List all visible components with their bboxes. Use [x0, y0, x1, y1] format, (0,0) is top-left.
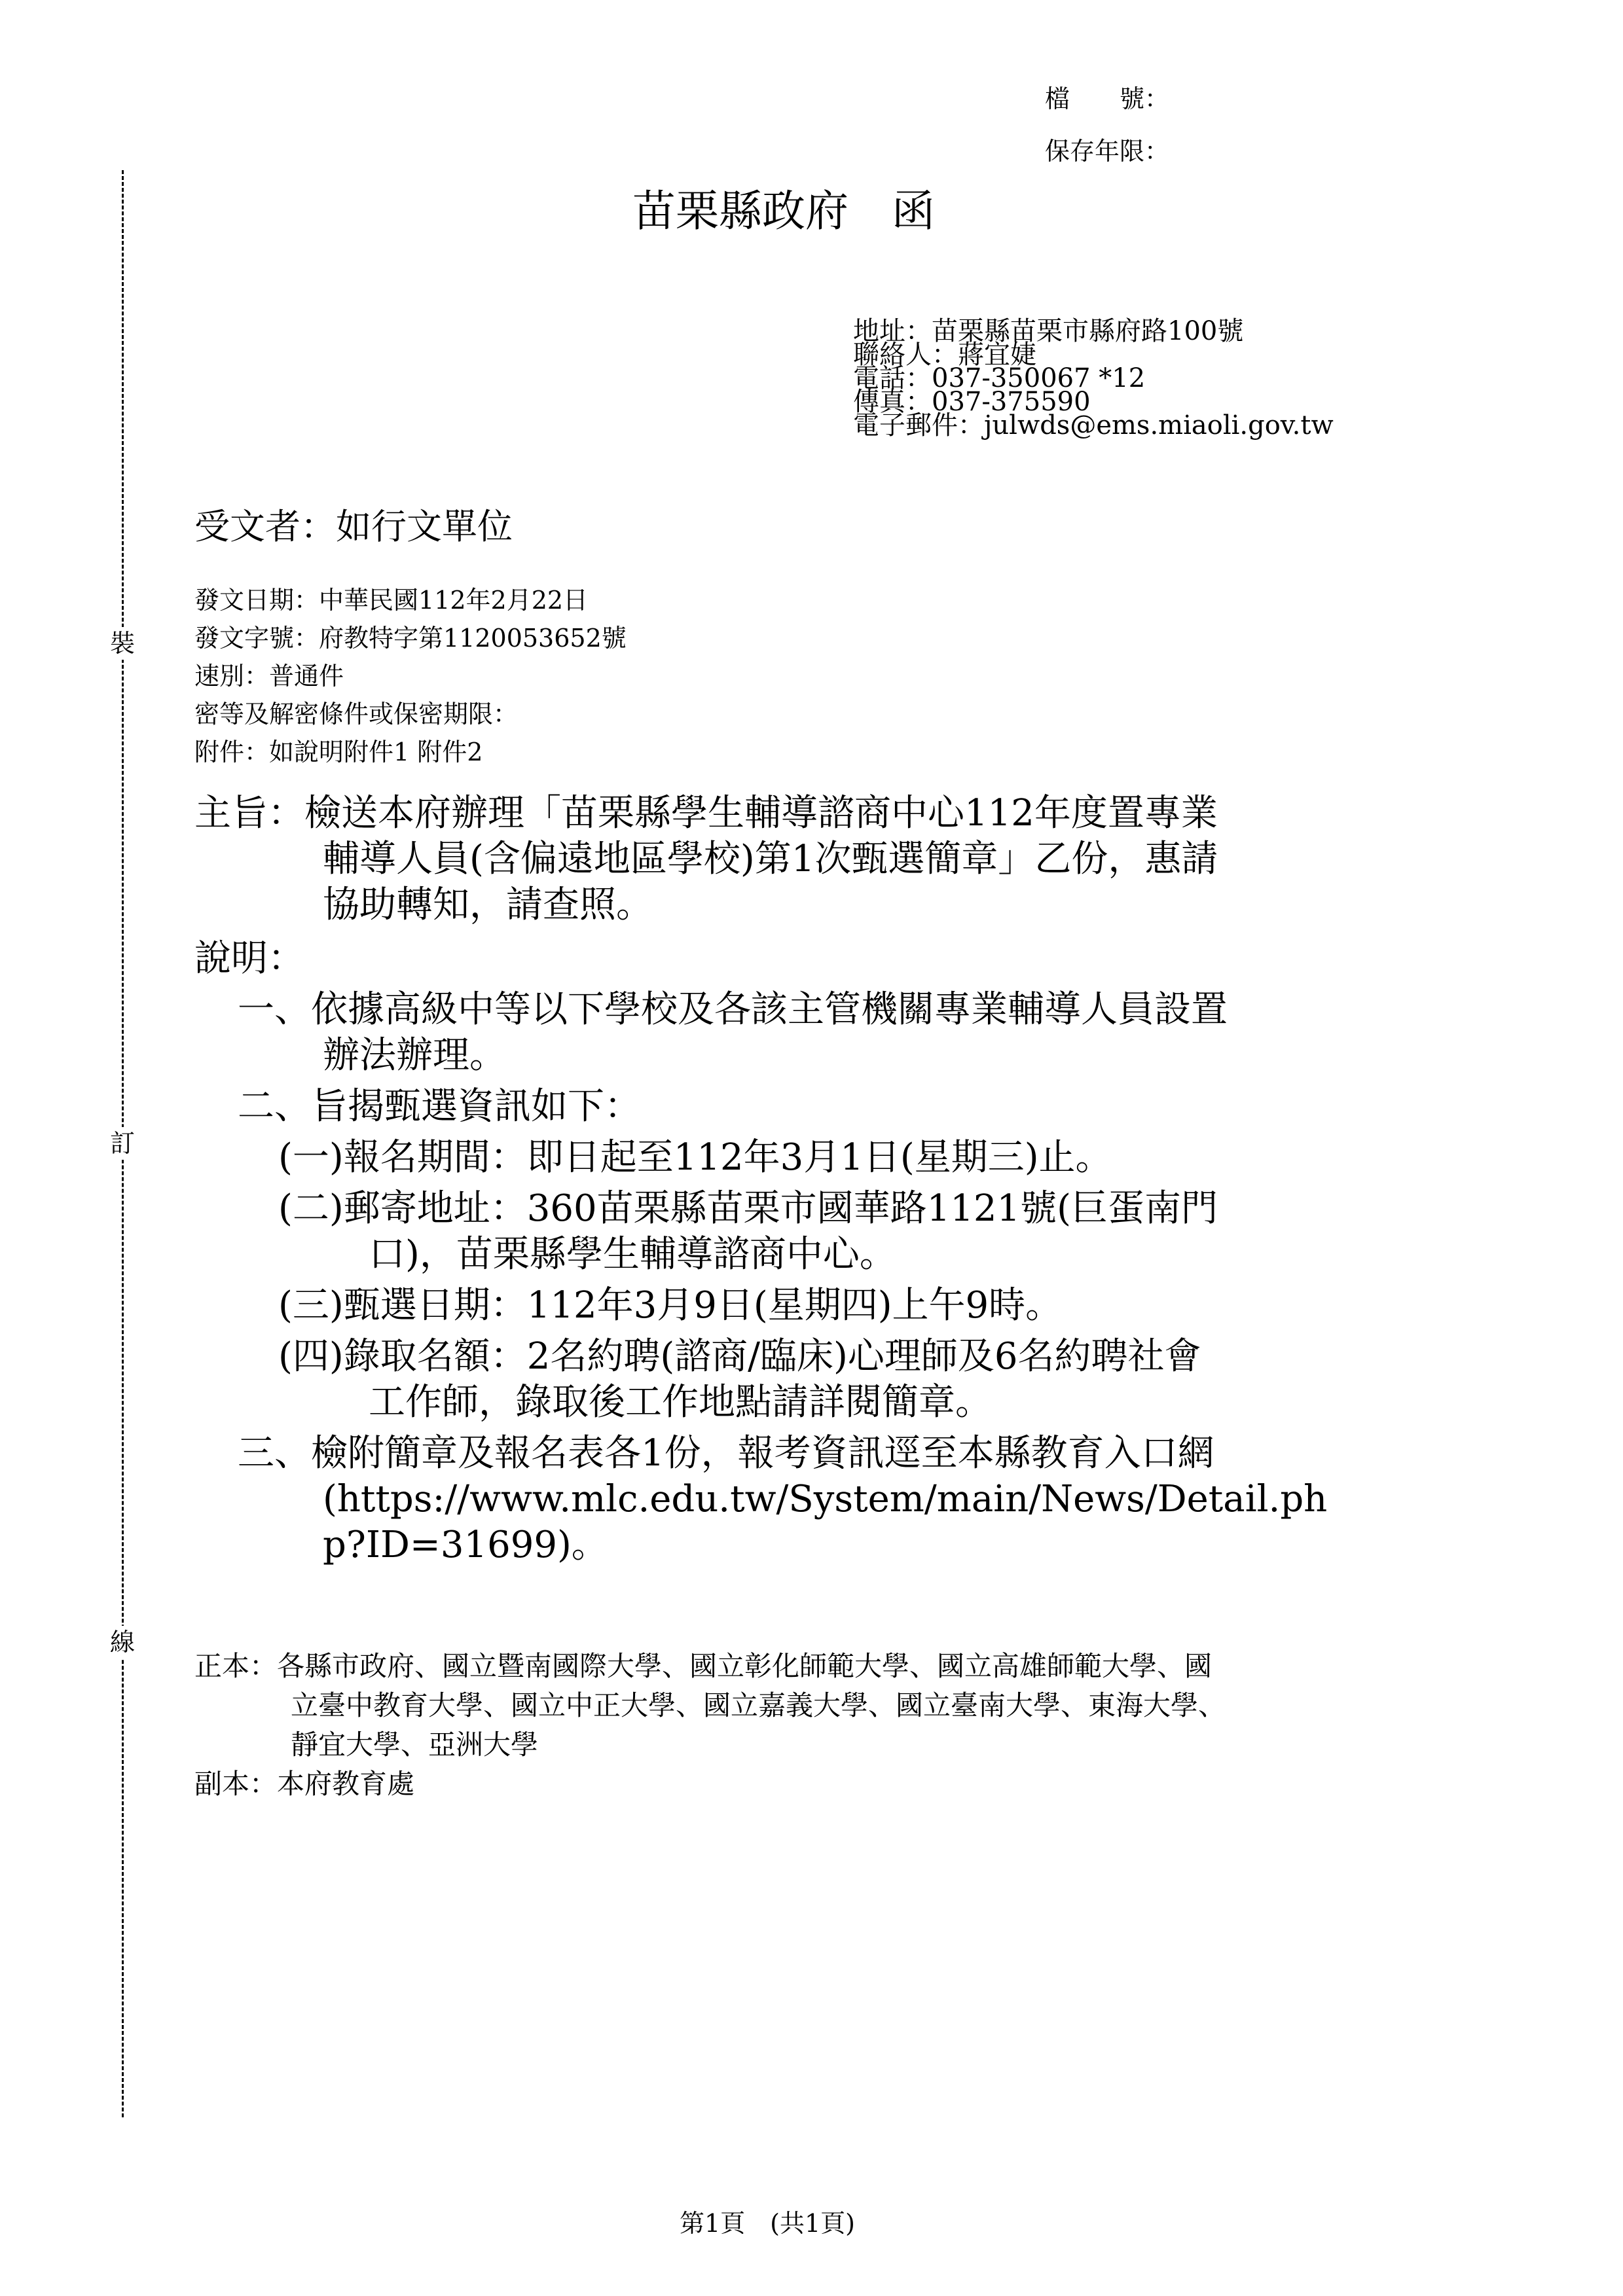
page-number: 第1頁 (共1頁) — [680, 2209, 856, 2238]
issue-date: 發文日期：中華民國112年2月22日 — [194, 586, 589, 615]
explanation-item-2-sub-2-line-2: 口)，苗栗縣學生輔導諮商中心。 — [369, 1233, 896, 1276]
contact-address: 地址：苗栗縣苗栗市縣府路100號 — [853, 316, 1244, 346]
document-number: 發文字號：府教特字第1120053652號 — [194, 624, 627, 653]
recipient: 受文者：如行文單位 — [194, 506, 513, 547]
document-title: 苗栗縣政府 函 — [632, 186, 935, 236]
distribution-copy: 副本：本府教育處 — [194, 1768, 415, 1800]
security-level: 密等及解密條件或保密期限： — [194, 700, 519, 728]
explanation-item-2-heading: 二、旨揭甄選資訊如下： — [238, 1085, 641, 1128]
explanation-item-3-line-2: (https://www.mlc.edu.tw/System/main/News/Detail.ph — [323, 1478, 1328, 1520]
explanation-item-2-sub-4-line-1: (四)錄取名額：2名約聘(諮商/臨床)心理師及6名約聘社會 — [278, 1335, 1201, 1378]
distribution-original-line-1: 正本：各縣市政府、國立暨南國際大學、國立彰化師範大學、國立高雄師範大學、國 — [194, 1650, 1213, 1682]
explanation-item-1-line-2: 辦法辦理。 — [323, 1034, 506, 1077]
explanation-heading: 說明： — [194, 937, 304, 980]
distribution-block — [194, 1647, 1226, 1804]
contact-block — [853, 316, 1334, 440]
distribution-original-line-2: 立臺中教育大學、國立中正大學、國立嘉義大學、國立臺南大學、東海大學、 — [291, 1689, 1226, 1721]
file-number-label: 檔 號： — [1045, 84, 1170, 113]
binding-mark-ding: 訂 — [109, 1127, 136, 1160]
subject-line-3: 協助轉知，請查照。 — [323, 884, 653, 926]
contact-phone: 電話：037-350067 *12 — [853, 363, 1146, 393]
attachments: 附件：如說明附件1 附件2 — [194, 738, 483, 766]
explanation-item-2-sub-2-line-1: (二)郵寄地址：360苗栗縣苗栗市國華路1121號(巨蛋南門 — [278, 1187, 1218, 1230]
distribution-original-line-3: 靜宜大學、亞洲大學 — [291, 1729, 539, 1761]
meta-block — [194, 581, 627, 771]
binding-mark-zhuang: 裝 — [109, 627, 136, 660]
binding-mark-xian: 線 — [109, 1626, 136, 1659]
subject-line-2: 輔導人員(含偏遠地區學校)第1次甄選簡章」乙份，惠請 — [323, 838, 1218, 880]
explanation-item-2-sub-3: (三)甄選日期：112年3月9日(星期四)上午9時。 — [278, 1284, 1063, 1327]
retention-label: 保存年限： — [1045, 137, 1170, 166]
subject-line-1: 主旨：檢送本府辦理「苗栗縣學生輔導諮商中心112年度置專業 — [194, 792, 1218, 834]
explanation-item-2-sub-4-line-2: 工作師，錄取後工作地點請詳閱簡章。 — [369, 1381, 992, 1424]
speed-class: 速別：普通件 — [194, 662, 344, 691]
explanation-item-2-sub-1: (一)報名期間：即日起至112年3月1日(星期三)止。 — [278, 1136, 1112, 1179]
contact-fax: 傳真：037-375590 — [853, 387, 1091, 417]
explanation-item-3-line-3: p?ID=31699)。 — [323, 1524, 608, 1566]
explanation-item-3-line-1: 三、檢附簡章及報名表各1份，報考資訊逕至本縣教育入口網 — [238, 1432, 1214, 1475]
explanation-item-1-line-1: 一、依據高級中等以下學校及各該主管機關專業輔導人員設置 — [238, 988, 1228, 1031]
contact-person: 聯絡人：蔣宜婕 — [853, 340, 1036, 370]
contact-email: 電子郵件：julwds@ems.miaoli.gov.tw — [853, 410, 1334, 440]
